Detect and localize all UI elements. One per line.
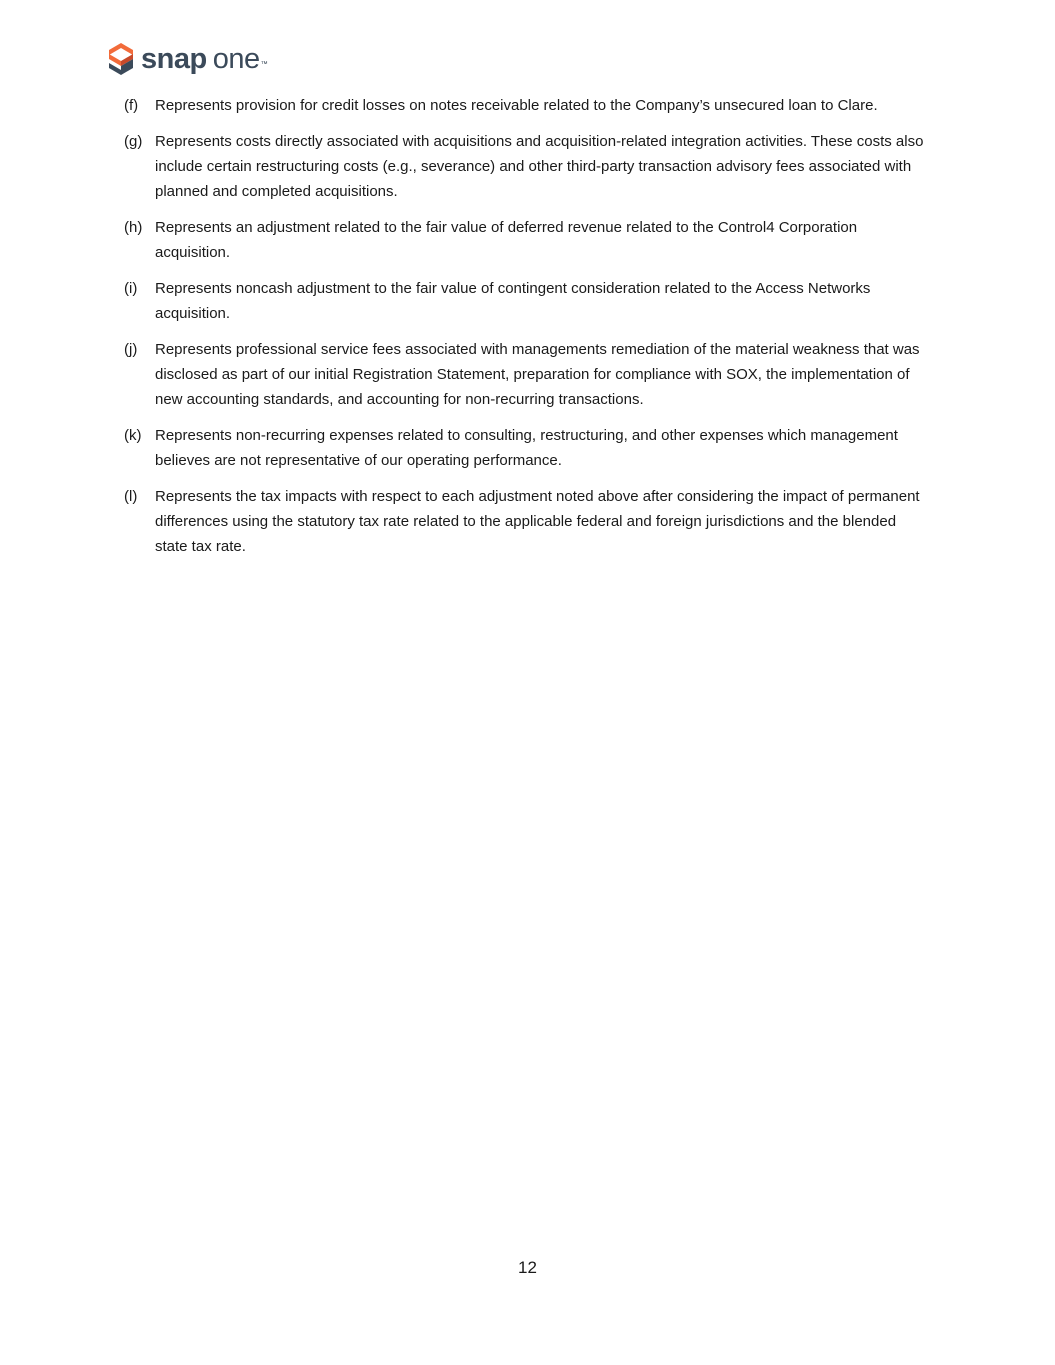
logo-trademark: ™	[260, 61, 268, 68]
logo-word-one: one	[212, 43, 260, 75]
footnote-text: Represents non-recurring expenses related to consulting, restructuring, and other expenses which management believes are not representative of our operating performance.	[155, 427, 898, 469]
footnote-item	[124, 423, 924, 473]
footnote-list	[124, 93, 924, 570]
footnote-marker: (j)	[124, 341, 138, 358]
footnote-text: Represents an adjustment related to the fair value of deferred revenue related to the Control4 Corporation acquisition.	[155, 219, 858, 261]
footnote-marker: (l)	[124, 488, 138, 505]
footnote-item	[124, 484, 924, 559]
footnote-text: Represents provision for credit losses on notes receivable related to the Company’s unsecured loan to Clare.	[155, 97, 878, 114]
snap-one-logo-icon	[105, 41, 137, 77]
footnote-item	[124, 337, 924, 412]
footnote-text: Represents costs directly associated with acquisitions and acquisition-related integration activities. These costs also include certain restructuring costs (e.g., severance) and other third-party transaction advisory fees associated with planned and completed acquisitions.	[155, 133, 924, 200]
footnote-marker: (k)	[124, 427, 142, 444]
footnote-text: Represents the tax impacts with respect to each adjustment noted above after considering the impact of permanent differences using the statutory tax rate related to the applicable federal and foreign jurisdictions and the blended state tax rate.	[155, 488, 920, 555]
footnote-text: Represents professional service fees associated with managements remediation of the material weakness that was disclosed as part of our initial Registration Statement, preparation for compliance with SOX, the implementation of new accounting standards, and accounting for non-recurring transactions.	[155, 341, 920, 408]
company-logo	[105, 41, 267, 77]
logo-wordmark	[141, 41, 267, 77]
footnote-marker: (i)	[124, 280, 138, 297]
footnote-marker: (f)	[124, 97, 139, 114]
footnote-item	[124, 93, 924, 118]
footnote-item	[124, 129, 924, 204]
footnote-item	[124, 276, 924, 326]
footnote-marker: (g)	[124, 133, 143, 150]
page-number: 12	[518, 1258, 537, 1277]
logo-word-snap: snap	[141, 43, 207, 75]
footnote-text: Represents noncash adjustment to the fair value of contingent consideration related to the Access Networks acquisition.	[155, 280, 871, 322]
footnote-marker: (h)	[124, 219, 143, 236]
footnote-item	[124, 215, 924, 265]
